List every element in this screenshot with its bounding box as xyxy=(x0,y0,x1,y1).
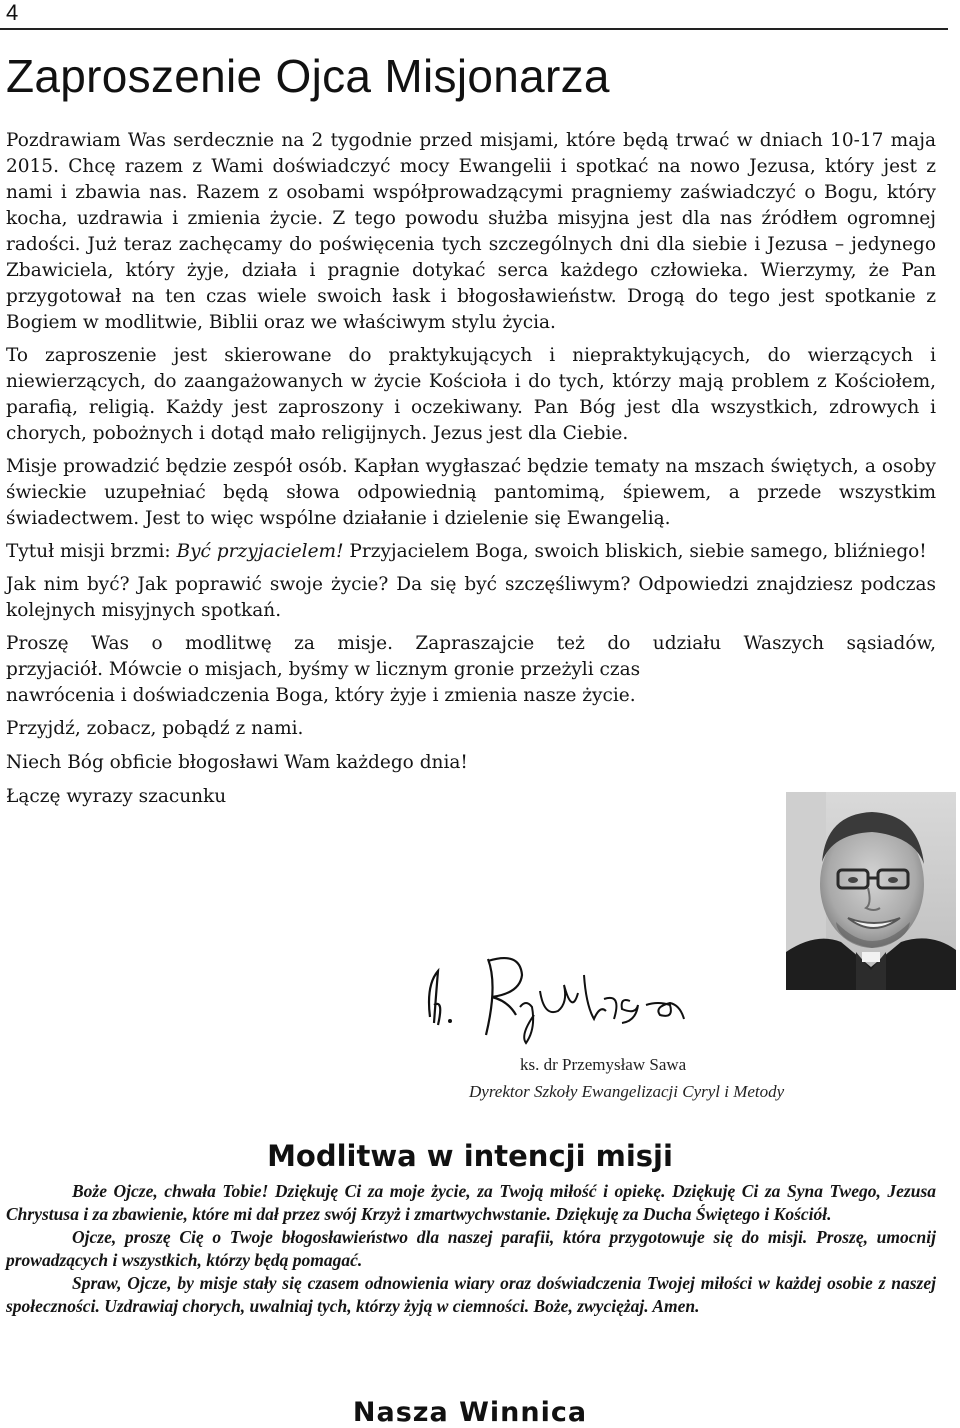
letter-paragraph-4 xyxy=(6,539,936,565)
missionary-photo xyxy=(786,792,956,990)
page-title: Zaproszenie Ojca Misjonarza xyxy=(6,50,610,102)
mission-title-rest: Przyjacielem Boga, swoich bliskich, siebie samego, bliźniego! xyxy=(343,541,927,562)
prayer-body xyxy=(6,1180,936,1318)
prayer-paragraph-1: Boże Ojcze, chwała Tobie! Dziękuję Ci za moje życie, za Twoją miłość i opiekę. Dziękuję Ci za Syna Twego, Jezusa Chrystusa i za zbawienie, które mi dał przez swój Krzyż i zmartwychwstanie. Dziękuję za Ducha Świętego i Kościół. xyxy=(6,1181,936,1224)
signature-role: Dyrektor Szkoły Ewangelizacji Cyryl i Metody xyxy=(469,1082,785,1101)
letter-paragraph-6-line-3: nawrócenia i doświadczenia Boga, który żyje i zmienia nasze życie. xyxy=(6,685,636,706)
footer-masthead: Nasza Winnica xyxy=(352,1397,588,1428)
portrait-image xyxy=(786,792,956,990)
letter-body xyxy=(6,128,936,818)
letter-closing: Łączę wyrazy szacunku xyxy=(6,786,227,807)
letter-paragraph-6-line-1: Proszę Was o modlitwę za misje. Zapraszajcie też do udziału Waszych sąsiadów, xyxy=(6,633,936,654)
letter-paragraph-7: Przyjdź, zobacz, pobądź z nami. xyxy=(6,718,304,739)
letter-paragraph-5: Jak nim być? Jak poprawić swoje życie? Da się być szczęśliwym? Odpowiedzi znajdziesz podczas kolejnych misyjnych spotkań. xyxy=(6,574,936,621)
prayer-title: Modlitwa w intencji misji xyxy=(267,1139,673,1173)
letter-paragraph-1: Pozdrawiam Was serdecznie na 2 tygodnie przed misjami, które będą trwać w dniach 10-17 maja 2015. Chcę razem z Wami doświadczyć mocy Ewangelii i spotkać na nowo Jezusa, który jest z nami i zbawia nas. Razem z osobami współprowadzącymi pragniemy zaświadczyć o Bogu, który kocha, uzdrawia i zmienia życie. Z tego powodu służba misyjna jest dla nas źródłem ogromnej radości. Już teraz zachęcamy do poświęcenia tych szczególnych dni dla siebie i Jezusa – jedynego Zbawiciela, który żyje, działa i pragnie dotykać serca każdego człowieka. Wierzymy, że Pan przygotował na ten czas wiele swoich łask i błogosławieństw. Drogą do tego jest spotkanie z Bogiem w modlitwie, Biblii oraz we właściwym stylu życia. xyxy=(6,130,936,333)
mission-title-lead: Tytuł misji brzmi: xyxy=(6,541,177,562)
letter-paragraph-3: Misje prowadzić będzie zespół osób. Kapłan wygłaszać będzie tematy na mszach świętych, a osoby świeckie uzupełniać będą słowa odpowiednią pantomimą, śpiewem, a przede wszystkim świadectwem. Jest to więc wspólne działanie i dzielenie się Ewangelią. xyxy=(6,456,936,529)
letter-paragraph-2: To zaproszenie jest skierowane do praktykujących i niepraktykujących, do wierzących i niewierzących, do zaangażowanych w życie Kościoła i do tych, którzy mają problem z Kościołem, parafią, religią. Każdy jest zaproszony i oczekiwany. Pan Bóg jest dla wszystkich, zdrowych i chorych, pobożnych i dotąd mało religijnych. Jezus jest dla Ciebie. xyxy=(6,345,936,444)
letter-paragraph-6 xyxy=(6,631,936,709)
letter-paragraph-8: Niech Bóg obficie błogosławi Wam każdego dnia! xyxy=(6,752,468,773)
prayer-paragraph-2: Ojcze, proszę Cię o Twoje błogosławieństwo dla naszej parafii, która przygotowuje się do misji. Proszę, umocnij prowadzących i wszystkich, którzy będą pomagać. xyxy=(6,1227,936,1270)
signature-name: ks. dr Przemysław Sawa xyxy=(520,1055,687,1074)
handwritten-signature xyxy=(408,945,718,1045)
page-number: 4 xyxy=(6,0,19,25)
prayer-paragraph-3: Spraw, Ojcze, by misje stały się czasem odnowienia wiary oraz doświadczenia Twojej miłości w każdej osobie z naszej społeczności. Uzdrawiaj chorych, uwalniaj tych, którzy żyją w ciemności. Boże, zwyciężaj. Amen. xyxy=(6,1273,936,1316)
header-rule xyxy=(0,28,948,30)
mission-title: Być przyjacielem! xyxy=(176,541,344,562)
letter-paragraph-6-line-2: przyjaciół. Mówcie o misjach, byśmy w licznym gronie przeżyli czas xyxy=(6,659,641,680)
